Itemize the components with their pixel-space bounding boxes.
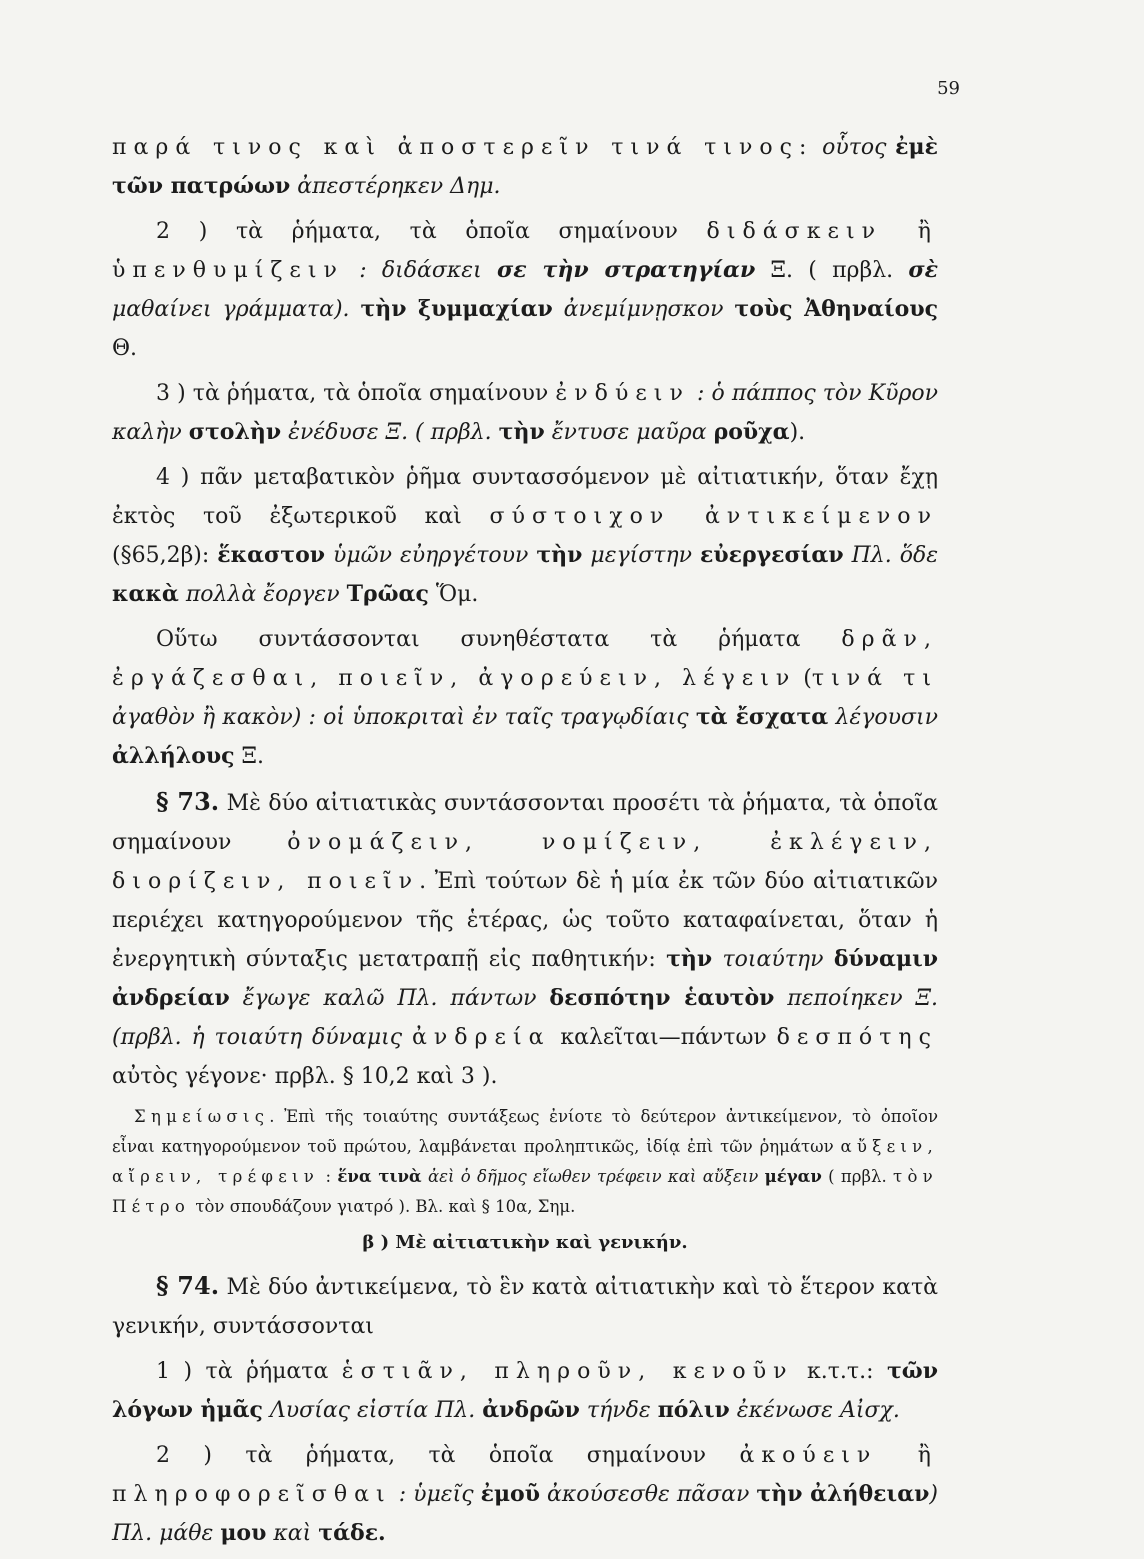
- text: αὐτὸς γέγονε· πρβλ. § 10,2 καὶ 3 ).: [112, 1064, 498, 1089]
- spaced-term: διδάσκειν ἢ ὑπενθυμίζειν: [112, 219, 938, 283]
- bold-term: τὴν: [498, 419, 545, 445]
- example-text: ἔντυσε μαῦρα: [544, 420, 714, 445]
- paragraph-verbs: [112, 620, 938, 776]
- example-text: ἐνέδυσε Ξ. ( πρβλ.: [281, 420, 499, 445]
- bold-term: πόλιν: [657, 1397, 730, 1423]
- bold-term: ἐμοῦ: [480, 1481, 540, 1507]
- page-number: 59: [937, 78, 960, 99]
- bold-term: κακὰ: [112, 581, 179, 607]
- bold-term: τοὺς Ἀθηναίους: [734, 296, 938, 322]
- example-text: λέγουσιν: [828, 705, 939, 730]
- bold-term: τάδε.: [318, 1520, 386, 1546]
- text: 2 ) τὰ ῥήματα, τὰ ὁποῖα σημαίνουν: [156, 219, 707, 244]
- spaced-term: παρά τινος καὶ ἀποστερεῖν τινά τινος:: [112, 135, 814, 160]
- example-text: ἀνεμίμνῃσκον: [552, 297, 735, 322]
- bold-term: ἕκαστον: [217, 542, 326, 568]
- bold-term: ροῦχα: [713, 419, 790, 445]
- example-text: ἀκούσεσθε πᾶσαν: [540, 1482, 757, 1507]
- bold-term: δύναμιν ἀνδρείαν: [112, 946, 938, 1011]
- bold-term: τῶν λόγων ἡμᾶς: [112, 1358, 938, 1423]
- text: (: [796, 666, 812, 691]
- text: καλεῖται—πάντων: [550, 1025, 777, 1050]
- example-text: ἔγωγε καλῶ Πλ. πάντων: [229, 986, 550, 1011]
- bold-term: τὴν: [536, 542, 583, 568]
- bold-term: Τρῶας: [346, 581, 429, 607]
- page-body: [112, 128, 938, 1559]
- bold-term: μου: [220, 1520, 267, 1546]
- text: κ.τ.τ.:: [793, 1359, 887, 1384]
- text: 2 ) τὰ ῥήματα, τὰ ὁποῖα σημαίνουν: [156, 1443, 740, 1468]
- spaced-term: δρᾶν, ἐργάζεσθαι, ποιεῖν, ἀγορεύειν, λέγειν: [112, 627, 938, 691]
- text: Μὲ δύο ἀντικείμενα, τὸ ἓν κατὰ αἰτιατικὴν καὶ τὸ ἕτερον κατὰ γενικήν, συντάσσονται: [112, 1275, 938, 1339]
- example-text: ἀεὶ ὁ δῆμος εἴωθεν τρέφειν καὶ αὔξειν: [421, 1167, 765, 1186]
- text: Οὕτω συντάσσονται συνηθέστατα τὰ ῥήματα: [156, 627, 842, 652]
- example-text: ὑμῶν εὐηργέτουν: [325, 543, 537, 568]
- spaced-term: τινά τι: [811, 666, 939, 691]
- example-text: οὗτος: [813, 135, 896, 160]
- bold-term: τὴν: [666, 946, 713, 972]
- text: τὸν σπουδάζουν γιατρό ). Βλ. καὶ § 10α, Σημ.: [190, 1197, 576, 1216]
- example-text: τήνδε: [579, 1398, 658, 1423]
- text: :: [319, 1167, 338, 1186]
- example-text: μεγίστην: [582, 543, 701, 568]
- bold-term: εὐεργεσίαν: [700, 542, 844, 568]
- bold-term: δεσπότην ἑαυτὸν: [549, 985, 775, 1011]
- text: 3 ) τὰ ῥήματα, τὰ ὁποῖα σημαίνουν: [156, 381, 556, 406]
- text: 1 ) τὰ ῥήματα: [156, 1359, 342, 1384]
- spaced-term: σύστοιχον ἀντικείμενον: [489, 504, 938, 529]
- text: 4 ) πᾶν μεταβατικὸν ῥῆμα συντασσόμενον μὲ αἰτιατικήν, ὅταν ἔχῃ ἐκτὸς τοῦ ἐξωτερικοῦ καὶ: [112, 465, 938, 529]
- example-text: : ὑμεῖς: [391, 1482, 481, 1507]
- example-text: Λυσίας εἱστία Πλ.: [262, 1398, 483, 1423]
- example-text: : διδάσκει: [343, 258, 497, 283]
- bold-term: τὰ ἔσχατα: [695, 704, 829, 730]
- section-number: § 73.: [156, 787, 220, 816]
- bold-term: μέγαν: [764, 1167, 822, 1186]
- paragraph-rule-2: [112, 212, 938, 368]
- text: . Ἐπὶ τούτων δὲ ἡ μία ἐκ τῶν δύο αἰτιατικῶν περιέχει κατηγορούμενον τῆς ἑτέρας, ὡς τοῦτο καταφαίνεται, ὅταν ἡ ἐνεργητικὴ σύνταξις μετατραπῇ εἰς παθητικήν:: [112, 869, 938, 972]
- example-text: : ὁ πάππος τὸν Κῦρον καλὴν: [112, 381, 938, 445]
- spaced-term: ἑστιᾶν, πληροῦν, κενοῦν: [341, 1359, 794, 1384]
- spaced-term: ἀκούειν ἢ πληροφορεῖσθαι: [112, 1443, 938, 1507]
- text: Ξ. ( πρβλ.: [755, 258, 909, 283]
- example-text: καὶ: [266, 1521, 319, 1546]
- text: (§65,2β):: [112, 543, 218, 568]
- text: ).: [789, 420, 806, 445]
- paragraph-rule-74-2: [112, 1436, 938, 1553]
- example-text: ) Πλ. μάθε: [112, 1482, 938, 1546]
- example-text: πεποίηκεν Ξ. (πρβλ. ἡ τοιαύτη δύναμις: [112, 986, 939, 1050]
- bold-term: σὲ: [908, 257, 938, 283]
- text: . Ἐπὶ τῆς τοιαύτης συντάξεως ἐνίοτε τὸ δεύτερον ἀντικείμενον, τὸ ὁποῖον εἶναι κατηγορούμενον τοῦ πρώτου, λαμβάνεται προληπτικῶς, ἰδίᾳ ἐπὶ τῶν ῥημάτων: [112, 1107, 938, 1156]
- note-label: Σημείωσις: [134, 1107, 270, 1126]
- example-text: ἀγαθὸν ἢ κακὸν) : οἱ ὑποκριταὶ ἐν ταῖς τραγῳδίαις: [112, 705, 696, 730]
- text: Ὅμ.: [428, 582, 479, 607]
- spaced-term: τὸν Πέτρο: [112, 1167, 938, 1216]
- paragraph-continuation: [112, 128, 938, 206]
- spaced-term: δεσπότης: [776, 1025, 938, 1050]
- spaced-term: αὔξειν, αἴρειν, τρέφειν: [112, 1137, 938, 1186]
- note-paragraph: [112, 1102, 938, 1222]
- bold-term: στολὴν: [188, 419, 282, 445]
- bold-term: ἕνα τινὰ: [337, 1167, 422, 1186]
- text: Μὲ δύο αἰτιατικὰς συντάσσονται προσέτι τὰ ῥήματα, τὰ ὁποῖα σημαίνουν: [112, 791, 938, 855]
- text: ( πρβλ.: [821, 1167, 894, 1186]
- spaced-term: ὀνομάζειν, νομίζειν, ἐκλέγειν, διορίζειν, ποιεῖν: [112, 830, 939, 894]
- subsection-heading: β ) Μὲ αἰτιατικὴν καὶ γενικήν.: [362, 1232, 688, 1253]
- spaced-term: ἐνδύειν: [555, 381, 690, 406]
- example-text: Πλ. ὅδε: [843, 543, 938, 568]
- example-text: ἀπεστέρηκεν Δημ.: [290, 174, 501, 199]
- text: Ξ.: [234, 744, 265, 769]
- bold-term: τὴν ἀλήθειαν: [756, 1481, 930, 1507]
- spaced-term: ἀνδρεία: [411, 1025, 551, 1050]
- example-text: ἐκένωσε Αἰσχ.: [729, 1398, 900, 1423]
- paragraph-rule-3: [112, 374, 938, 452]
- bold-term: τὴν ξυμμαχίαν: [360, 296, 553, 322]
- section-number: § 74.: [156, 1271, 220, 1300]
- bold-term: ἀλλήλους: [112, 743, 235, 769]
- bold-term: ἀνδρῶν: [482, 1397, 580, 1423]
- bold-term: ἐμὲ τῶν πατρώων: [112, 134, 938, 199]
- example-text: μαθαίνει γράμματα).: [112, 297, 361, 322]
- bold-term: σε τὴν στρατηγίαν: [497, 257, 756, 283]
- paragraph-rule-74-1: [112, 1352, 938, 1430]
- paragraph-rule-4: [112, 458, 938, 614]
- section-73: [112, 782, 938, 1096]
- example-text: τοιαύτην: [712, 947, 834, 972]
- section-74: [112, 1266, 938, 1346]
- text: Θ.: [112, 336, 138, 361]
- example-text: πολλὰ ἔοργεν: [178, 582, 347, 607]
